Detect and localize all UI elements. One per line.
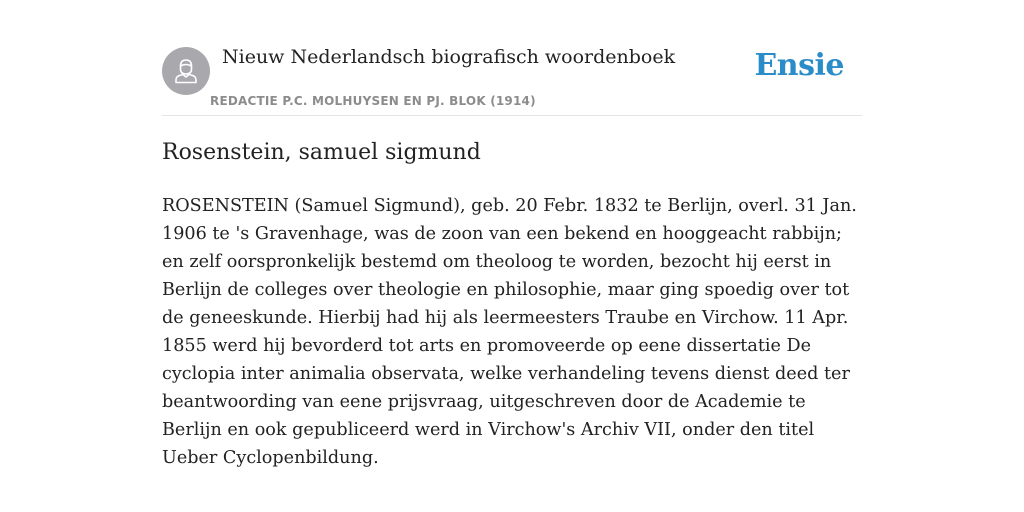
source-editors: REDACTIE P.C. MOLHUYSEN EN PJ. BLOK (1914)	[210, 94, 536, 108]
source-title[interactable]: Nieuw Nederlandsch biografisch woordenboek	[222, 46, 676, 68]
source-header	[162, 38, 862, 116]
entry-body: ROSENSTEIN (Samuel Sigmund), geb. 20 Febr. 1832 te Berlijn, overl. 31 Jan. 1906 te 's Gravenhage, was de zoon van een bekend en hooggeacht rabbijn; en zelf oorspronkelijk bestemd om theoloog te worden, bezocht hij eerst in Berlijn de colleges over theologie en philosophie, maar ging spoedig over tot de geneeskunde. Hierbij had hij als leermeesters Traube en Virchow. 11 Apr. 1855 werd hij bevorderd tot arts en promoveerde op eene dissertatie De cyclopia inter animalia observata, welke verhandeling tevens dienst deed ter beantwoording van eene prijsvraag, uitgeschreven door de Academie te Berlijn en ook gepubliceerd werd in Virchow's Archiv VII, onder den titel Ueber Cyclopenbildung.	[162, 196, 857, 468]
user-icon	[162, 47, 210, 95]
ensie-logo[interactable]: Ensie	[754, 48, 844, 83]
entry-title: Rosenstein, samuel sigmund	[162, 140, 481, 165]
